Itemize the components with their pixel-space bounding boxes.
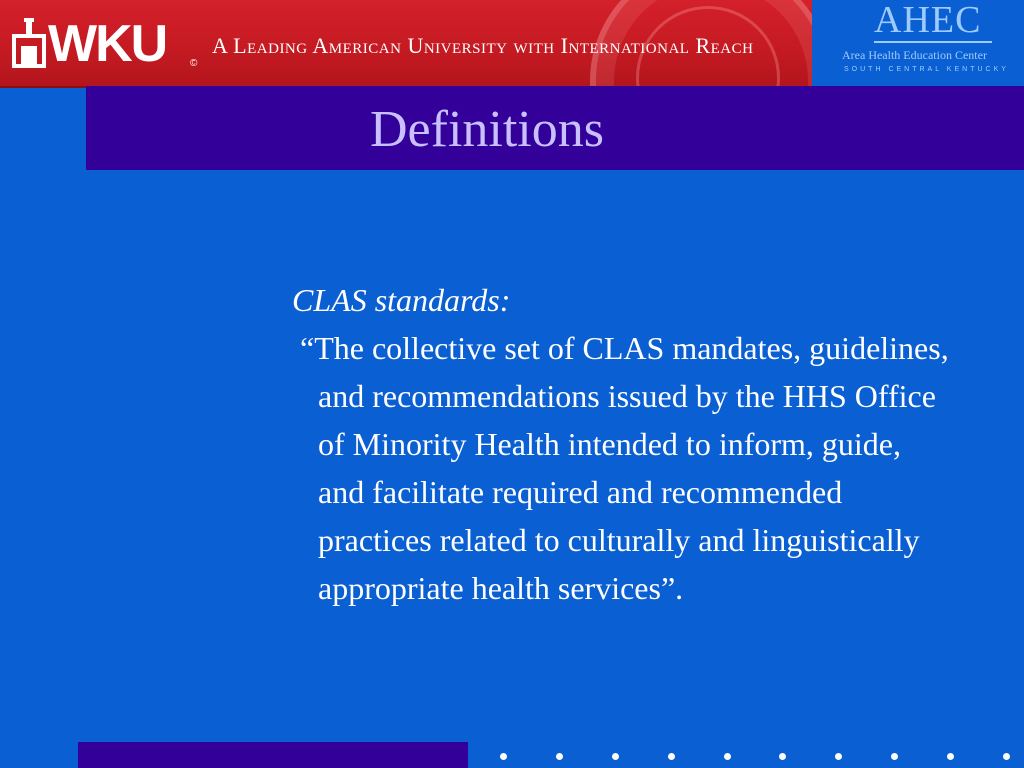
footer-dot [891,753,898,760]
ahec-logo [812,0,1024,86]
university-tagline: A Leading American University with International Reach [212,33,754,58]
footer-dot [947,753,954,760]
header-banner [0,0,812,88]
footer-dot [612,753,619,760]
ahec-region: SOUTH CENTRAL KENTUCKY [844,66,1009,73]
footer-dot [668,753,675,760]
wku-logo [8,8,198,78]
footer-dot [1003,753,1010,760]
footer-dot [500,753,507,760]
footer-dot [556,753,563,760]
footer-dots [500,750,1010,762]
footer-dot [835,753,842,760]
ahec-divider [874,41,992,43]
ahec-name: Area Health Education Center [842,48,987,62]
footer-dot [779,753,786,760]
wku-logo-text: WKU [48,15,167,73]
ahec-mark: AHEC [874,0,982,41]
definition-heading: CLAS standards: [292,282,511,318]
copyright-mark: © [190,58,198,69]
footer-dot [724,753,731,760]
cupola-icon [12,18,46,68]
slide-title: Definitions [370,101,604,158]
slide-body [292,276,952,612]
definition-quote: “The collective set of CLAS mandates, guidelines, and recommendations issued by the HHS Office of Minority Health intended to inform, guide, and facilitate required and recommended practices related to culturally and linguistically appropriate health services”. [300,330,949,606]
footer-bar [78,742,468,768]
